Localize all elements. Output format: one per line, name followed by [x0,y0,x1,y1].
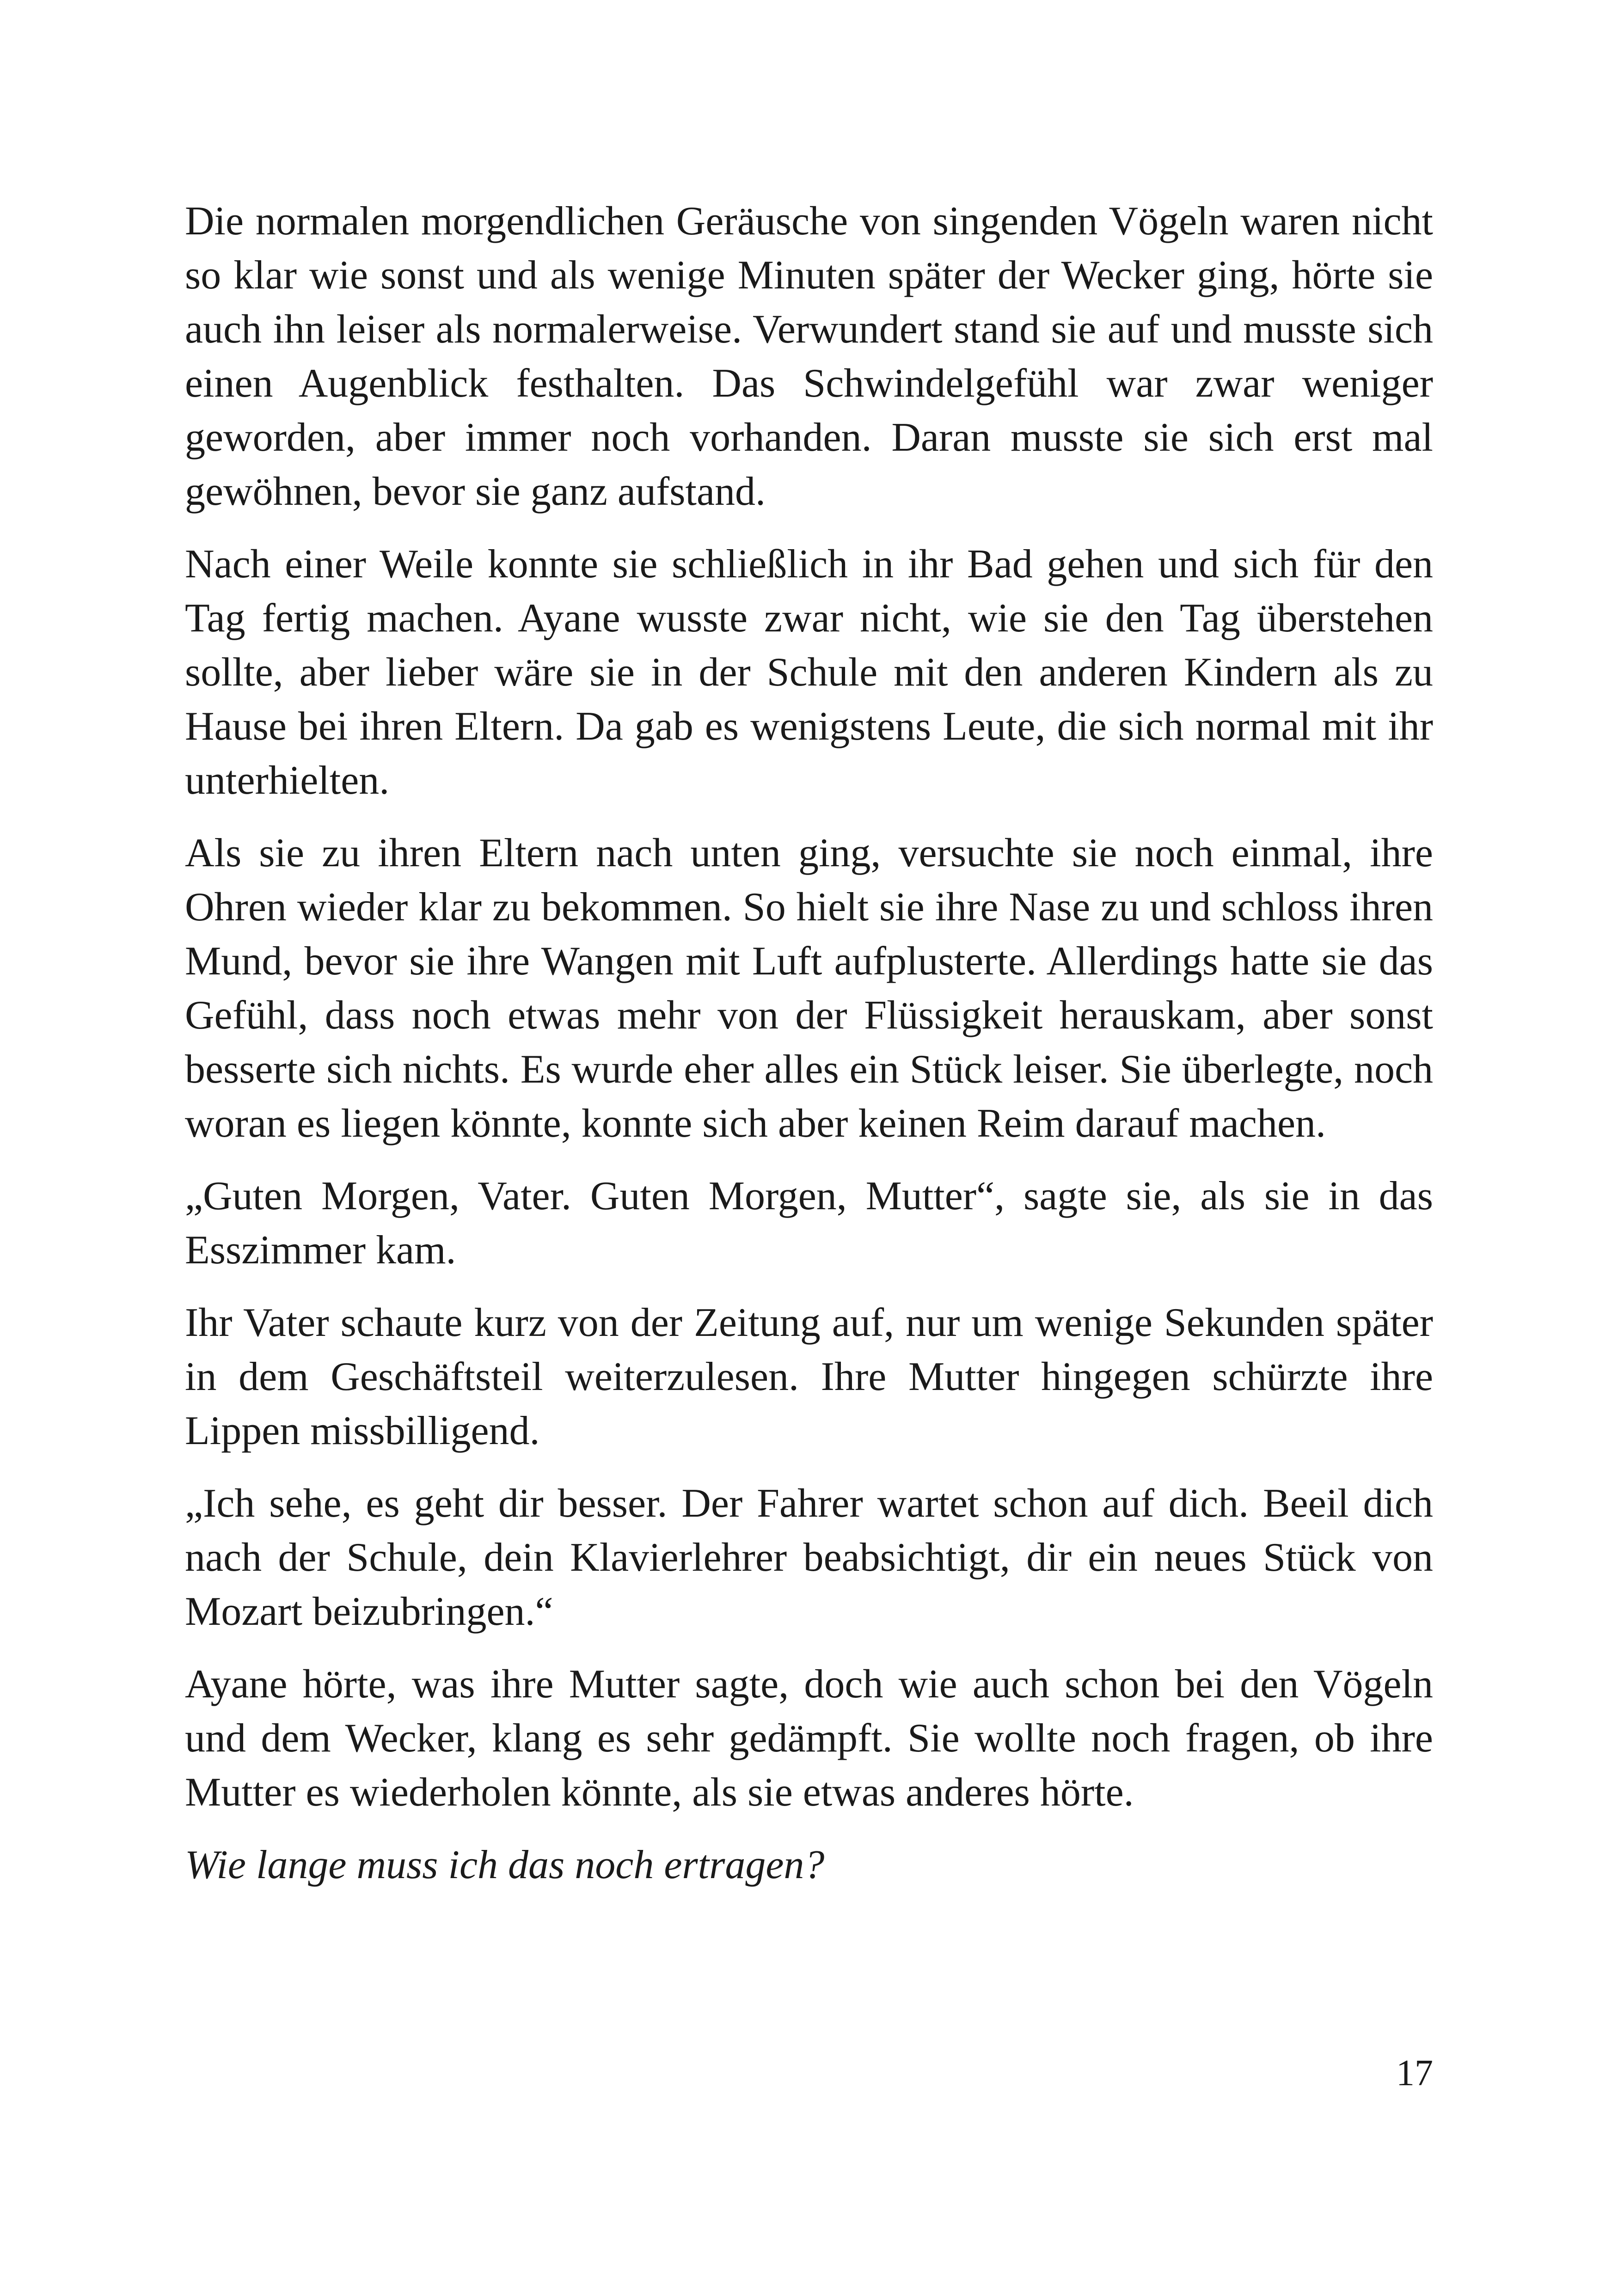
paragraph-8-italic-thought: Wie lange muss ich das noch ertragen? [185,1843,825,1887]
paragraph-2: Nach einer Weile konnte sie schließlich in ihr Bad gehen und sich für den Tag fertig machen. Ayane wusste zwar nicht, wie sie den Tag überstehen sollte, aber lieber wäre sie in der Schule mit den anderen Kindern als zu Hause bei ihren Eltern. Da gab es wenigstens Leute, die sich normal mit ihr unterhielten. [185,542,1433,803]
page-number: 17 [1396,2053,1433,2094]
paragraph-6: „Ich sehe, es geht dir besser. Der Fahrer wartet schon auf dich. Beeil dich nach der Schule, dein Klavierlehrer beabsichtigt, dir ein neues Stück von Mozart beizubringen.“ [185,1481,1433,1634]
paragraph-5: Ihr Vater schaute kurz von der Zeitung auf, nur um wenige Sekunden später in dem Geschäftsteil weiterzulesen. Ihre Mutter hingegen schürzte ihre Lippen missbilligend. [185,1300,1433,1453]
paragraph-3: Als sie zu ihren Eltern nach unten ging, versuchte sie noch einmal, ihre Ohren wieder klar zu bekommen. So hielt sie ihre Nase zu und schloss ihren Mund, bevor sie ihre Wangen mit Luft aufplusterte. Allerdings hatte sie das Gefühl, dass noch etwas mehr von der Flüssigkeit herauskam, aber sonst besserte sich nichts. Es wurde eher alles ein Stück leiser. Sie überlegte, noch woran es liegen könnte, konnte sich aber keinen Reim darauf machen. [185,831,1433,1146]
paragraph-4: „Guten Morgen, Vater. Guten Morgen, Mutter“, sagte sie, als sie in das Esszimmer kam. [185,1174,1433,1273]
paragraph-1: Die normalen morgendlichen Geräusche von singenden Vögeln waren nicht so klar wie sonst und als wenige Minuten später der Wecker ging, hörte sie auch ihn leiser als normalerweise. Verwundert stand sie auf und musste sich einen Augenblick festhalten. Das Schwindelgefühl war zwar weniger geworden, aber immer noch vorhanden. Daran musste sie sich erst mal gewöhnen, bevor sie ganz aufstand. [185,199,1433,514]
page-body [185,194,1433,1910]
paragraph-7: Ayane hörte, was ihre Mutter sagte, doch wie auch schon bei den Vögeln und dem Wecker, klang es sehr gedämpft. Sie wollte noch fragen, ob ihre Mutter es wiederholen könnte, als sie etwas anderes hörte. [185,1662,1433,1815]
